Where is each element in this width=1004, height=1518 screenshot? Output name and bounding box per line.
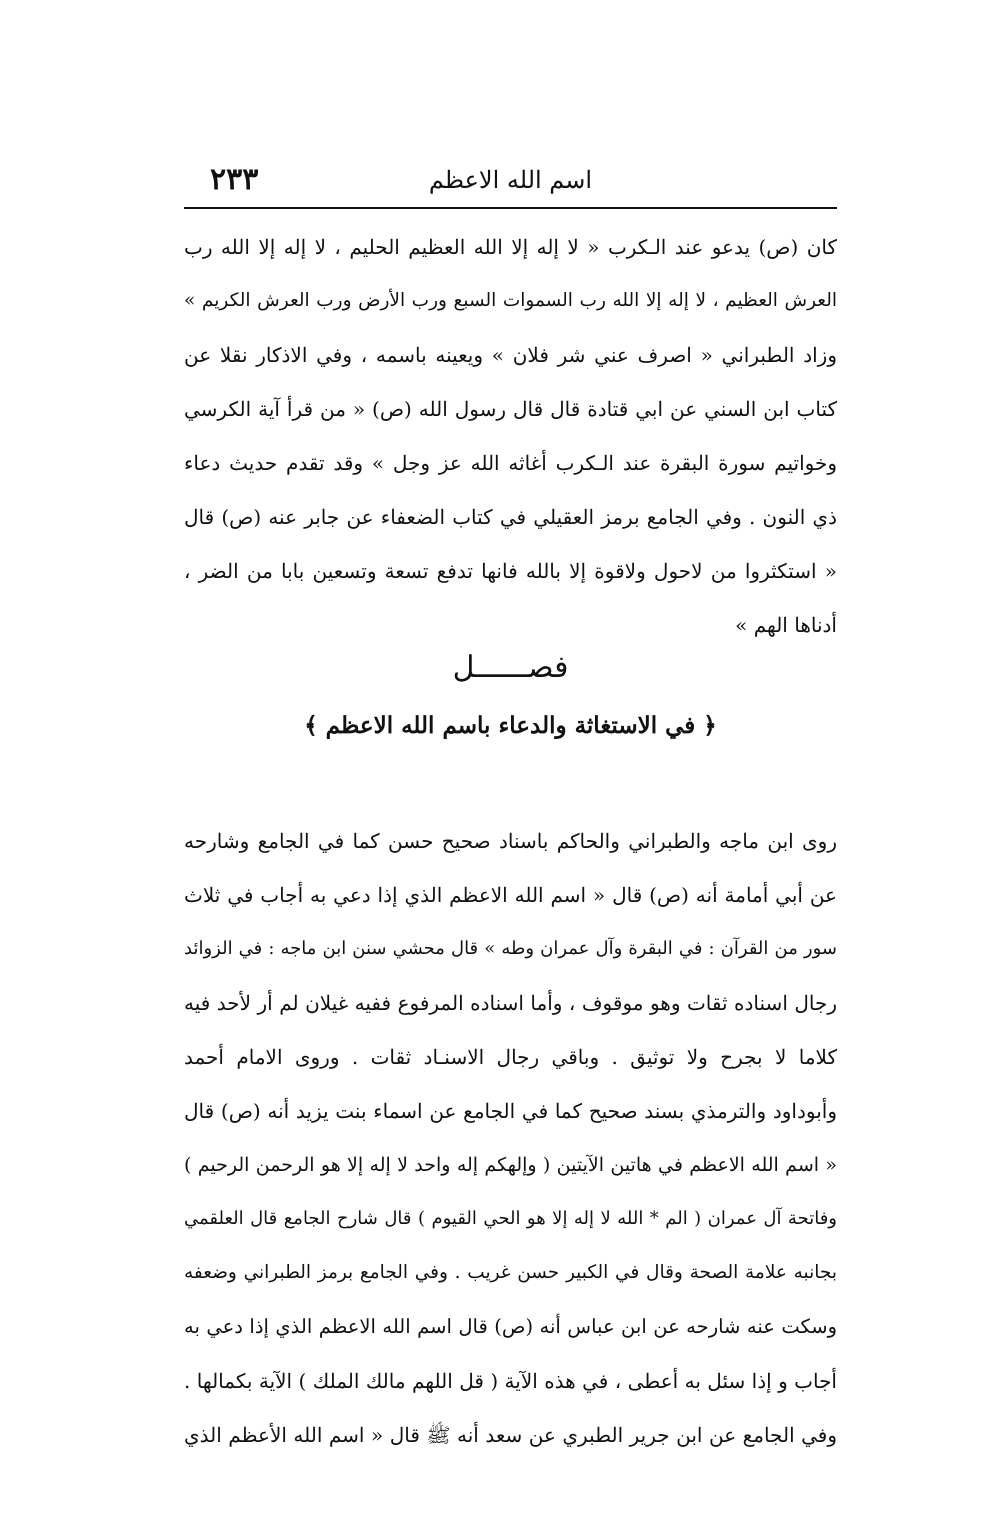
page-number: ٢٣٣ bbox=[210, 162, 259, 197]
text-line: « اسم الله الاعظم في هاتين الآيتين ( وإلهكم إله واحد لا إله إلا هو الرحمن الرحيم ) bbox=[184, 1154, 837, 1176]
text-line: ذي النون . وفي الجامع برمز العقيلي في كتاب الضعفاء عن جابر عنه (ص) قال bbox=[184, 505, 837, 529]
text-line: وسكت عنه شارحه عن ابن عباس أنه (ص) قال اسم الله الاعظم الذي إذا دعي به bbox=[184, 1315, 837, 1338]
text-line: وخواتيم سورة البقرة عند الـكرب أغاثه الله عز وجل » وقد تقدم حديث دعاء bbox=[184, 451, 837, 475]
text-line: وفي الجامع عن ابن جرير الطبري عن سعد أنه ﷺ قال « اسم الله الأعظم الذي bbox=[184, 1423, 837, 1447]
section-heading: فصــــــل bbox=[452, 650, 569, 685]
header-rule bbox=[184, 207, 837, 209]
page-header bbox=[184, 158, 837, 206]
text-line: عن أبي أمامة أنه (ص) قال « اسم الله الاعظم الذي إذا دعي به أجاب في ثلاث bbox=[184, 883, 837, 907]
text-line: كتاب ابن السني عن ابي قتادة قال قال رسول الله (ص) « من قرأ آية الكرسي bbox=[184, 397, 837, 421]
text-line: سور من القرآن : في البقرة وآل عمران وطه » قال محشي سنن ابن ماجه : في الزوائد bbox=[184, 938, 837, 959]
text-line: وزاد الطبراني « اصرف عني شر فلان » ويعينه باسمه ، وفي الاذكار نقلا عن bbox=[184, 343, 837, 367]
text-line: روى ابن ماجه والطبراني والحاكم باسناد صحيح حسن كما في الجامع وشارحه bbox=[184, 829, 837, 853]
text-line: كان (ص) يدعو عند الـكرب « لا إله إلا الله العظيم الحليم ، لا إله إلا الله رب bbox=[184, 235, 837, 259]
text-line: وفاتحة آل عمران ( الم * الله لا إله إلا هو الحي القيوم ) قال شارح الجامع قال العلقمي bbox=[184, 1208, 837, 1229]
text-line: العرش العظيم ، لا إله إلا الله رب السموات السبع ورب الأرض ورب العرش الكريم » bbox=[184, 290, 837, 311]
text-line: أدناها الهم » bbox=[735, 613, 837, 637]
text-line: رجال اسناده ثقات وهو موقوف ، وأما اسناده المرفوع ففيه غيلان لم أر لأحد فيه bbox=[184, 991, 837, 1015]
text-line: « استكثروا من لاحول ولاقوة إلا بالله فانها تدفع تسعة وتسعين بابا من الضر ، bbox=[184, 559, 837, 583]
text-line: بجانبه علامة الصحة وقال في الكبير حسن غريب . وفي الجامع برمز الطبراني وضعفه bbox=[184, 1262, 837, 1283]
section-subheading: ﴿ في الاستغاثة والدعاء باسم الله الاعظم ﴾ bbox=[304, 712, 717, 739]
text-line: أجاب و إذا سئل به أعطى ، في هذه الآية ( قل اللهم مالك الملك ) الآية بكمالها . bbox=[184, 1369, 837, 1393]
text-line: وأبوداود والترمذي بسند صحيح كما في الجامع عن اسماء بنت يزيد أنه (ص) قال bbox=[184, 1099, 837, 1123]
paragraph-2 bbox=[184, 814, 837, 1462]
paragraph-1 bbox=[184, 220, 837, 652]
running-title: اسم الله الاعظم bbox=[428, 166, 593, 194]
text-line: كلاما لا بجرح ولا توثيق . وباقي رجال الاسنـاد ثقات . وروى الامام أحمد bbox=[184, 1045, 837, 1069]
